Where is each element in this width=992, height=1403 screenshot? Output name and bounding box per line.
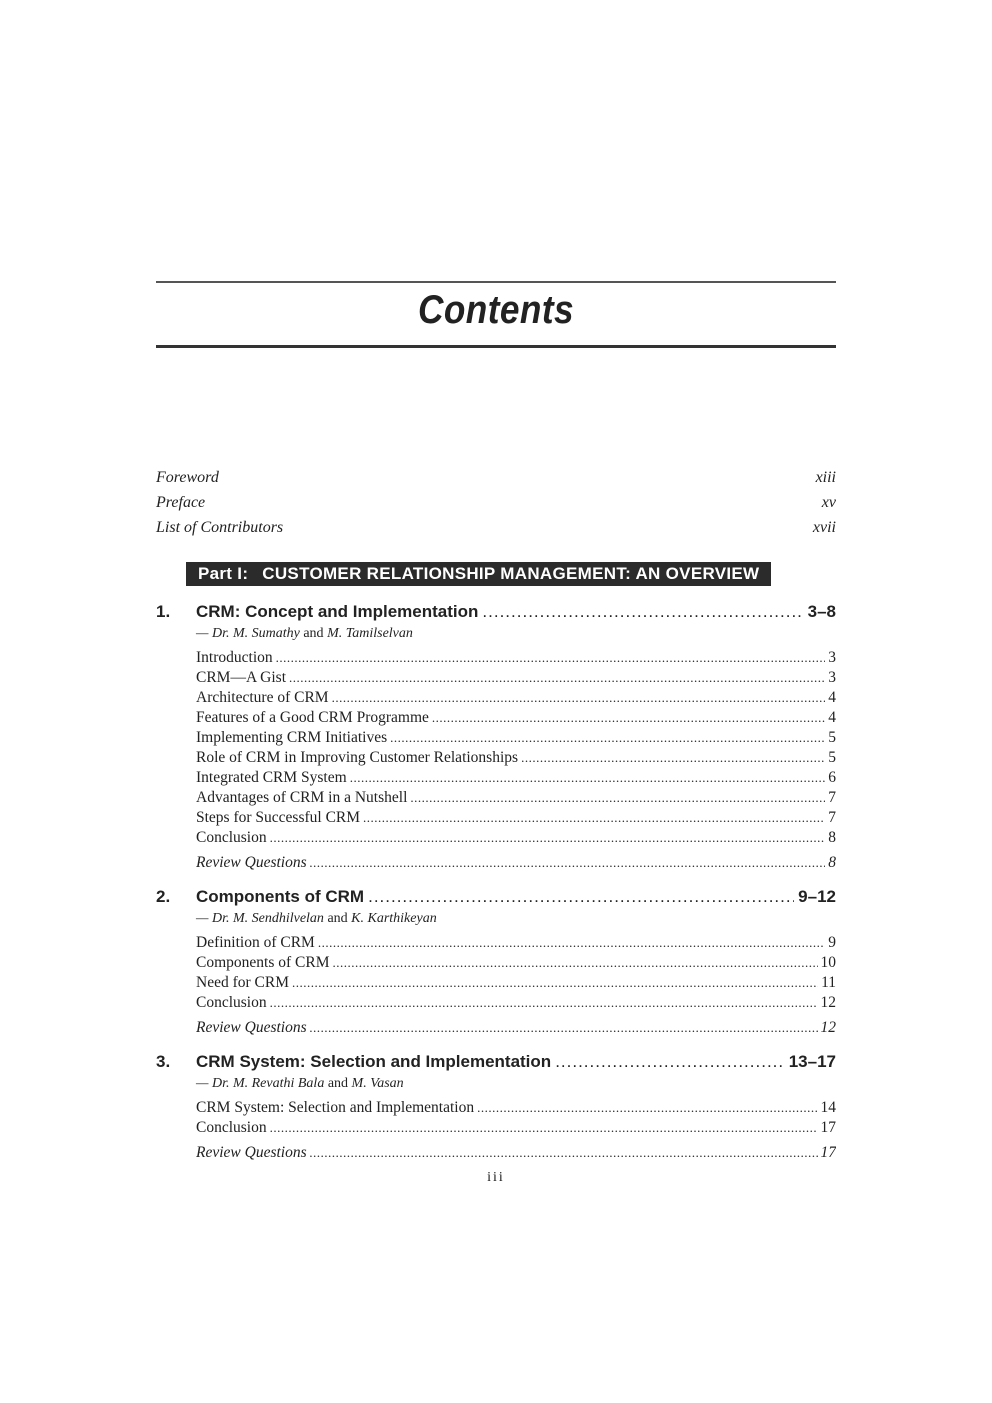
leader-dots: [310, 854, 826, 872]
toc-entry[interactable]: [196, 729, 836, 747]
front-matter-label: List of Contributors: [156, 519, 284, 536]
chapter-2-heading[interactable]: [196, 887, 836, 907]
chapter-number: 3.: [156, 1052, 171, 1071]
toc-entry[interactable]: [196, 829, 836, 847]
leader-dots: [270, 1119, 818, 1137]
chapter-pages: 9–12: [798, 887, 836, 906]
author-2: M. Tamilselvan: [327, 626, 413, 641]
entry-page: 4: [828, 709, 836, 726]
page-title: Contents: [417, 288, 575, 332]
entry-page: 17: [820, 1119, 836, 1136]
leader-dots: [332, 689, 826, 707]
leader-dots: [521, 749, 825, 767]
entry-label: Conclusion: [196, 829, 267, 846]
review-questions-entry[interactable]: [196, 854, 836, 872]
front-matter-label: Preface: [156, 494, 206, 511]
toc-entry[interactable]: [196, 809, 836, 827]
entry-page: 12: [820, 1019, 836, 1036]
front-matter-page: xiii: [815, 469, 836, 486]
toc-entry[interactable]: [196, 689, 836, 707]
entry-page: 8: [828, 829, 836, 846]
author-1: Dr. M. Revathi Bala: [211, 1076, 325, 1091]
chapter-number: 2.: [156, 887, 171, 906]
leader-dots: [310, 1019, 818, 1037]
front-matter-foreword[interactable]: [156, 469, 836, 487]
author-and: and: [323, 911, 352, 926]
author-2: M. Vasan: [351, 1076, 404, 1091]
entry-page: 4: [828, 689, 836, 706]
leader-dots: [310, 1144, 818, 1162]
leader-dots: [432, 709, 825, 727]
page-folio: iii: [487, 1170, 505, 1185]
front-matter-page: xvii: [812, 519, 836, 536]
chapter-pages: 3–8: [807, 602, 836, 621]
entry-page: 10: [820, 954, 836, 971]
chapter-title: CRM System: Selection and Implementation: [196, 1052, 552, 1071]
author-prefix: —: [196, 626, 212, 641]
chapter-3-heading[interactable]: [196, 1052, 836, 1072]
author-and: and: [299, 626, 328, 641]
chapter-pages: 13–17: [788, 1052, 836, 1071]
leader-dots: [555, 1052, 785, 1072]
toc-entry[interactable]: [196, 954, 836, 972]
bottom-rule: [156, 345, 836, 348]
leader-dots: [368, 887, 794, 907]
entry-page: 11: [821, 974, 836, 991]
toc-entry[interactable]: [196, 649, 836, 667]
entry-label: Features of a Good CRM Programme: [196, 709, 429, 726]
leader-dots: [270, 994, 818, 1012]
entry-label: Review Questions: [196, 854, 307, 871]
review-questions-entry[interactable]: [196, 1019, 836, 1037]
entry-label: CRM—A Gist: [196, 669, 287, 686]
entry-label: CRM System: Selection and Implementation: [196, 1099, 475, 1116]
leader-dots: [477, 1099, 817, 1117]
chapter-title: Components of CRM: [196, 887, 365, 906]
leader-dots: [363, 809, 825, 827]
toc-entry[interactable]: [196, 749, 836, 767]
entry-label: Review Questions: [196, 1019, 307, 1036]
leader-dots: [390, 729, 825, 747]
top-rule: [156, 281, 836, 283]
entry-page: 6: [828, 769, 836, 786]
leader-dots: [318, 934, 825, 952]
entry-label: Integrated CRM System: [196, 769, 347, 786]
author-prefix: —: [196, 911, 212, 926]
entry-page: 17: [820, 1144, 836, 1161]
leader-dots: [292, 974, 818, 992]
author-2: K. Karthikeyan: [351, 911, 437, 926]
review-questions-entry[interactable]: [196, 1144, 836, 1162]
entry-label: Steps for Successful CRM: [196, 809, 361, 826]
leader-dots: [482, 602, 803, 622]
entry-label: Components of CRM: [196, 954, 330, 971]
leader-dots: [350, 769, 826, 787]
entry-page: 9: [828, 934, 836, 951]
entry-page: 14: [820, 1099, 836, 1116]
toc-entry[interactable]: [196, 669, 836, 687]
author-1: Dr. M. Sumathy: [211, 626, 300, 641]
entry-page: 5: [828, 729, 836, 746]
front-matter-label: Foreword: [156, 469, 219, 486]
author-and: and: [324, 1076, 352, 1091]
entry-label: Need for CRM: [196, 974, 289, 991]
entry-page: 3: [828, 649, 836, 666]
leader-dots: [270, 829, 826, 847]
toc-entry[interactable]: [196, 709, 836, 727]
leader-dots: [410, 789, 825, 807]
chapter-number: 1.: [156, 602, 171, 621]
entry-page: 3: [828, 669, 836, 686]
entry-page: 5: [828, 749, 836, 766]
toc-entry[interactable]: [196, 934, 836, 952]
toc-entry[interactable]: [196, 789, 836, 807]
toc-entry[interactable]: [196, 1099, 836, 1117]
leader-dots: [332, 954, 817, 972]
entry-page: 12: [820, 994, 836, 1011]
front-matter-contributors[interactable]: [156, 519, 836, 537]
toc-entry[interactable]: [196, 769, 836, 787]
chapter-title: CRM: Concept and Implementation: [196, 602, 479, 621]
entry-label: Review Questions: [196, 1144, 307, 1161]
entry-page: 7: [828, 809, 836, 826]
chapter-authors: [196, 626, 413, 642]
entry-label: Introduction: [196, 649, 273, 666]
entry-label: Role of CRM in Improving Customer Relationships: [196, 749, 519, 766]
entry-page: 8: [828, 854, 836, 871]
chapter-authors: [196, 911, 437, 927]
chapter-authors: [196, 1076, 404, 1092]
front-matter-page: xv: [821, 494, 836, 511]
toc-entry[interactable]: [196, 1119, 836, 1137]
toc-entry[interactable]: [196, 974, 836, 992]
entry-label: Implementing CRM Initiatives: [196, 729, 388, 746]
leader-dots: [276, 649, 826, 667]
leader-dots: [289, 669, 825, 687]
toc-entry[interactable]: [196, 994, 836, 1012]
entry-label: Definition of CRM: [196, 934, 315, 951]
front-matter-preface[interactable]: [156, 494, 836, 512]
entry-label: Conclusion: [196, 994, 267, 1011]
part-heading: [186, 562, 771, 586]
author-1: Dr. M. Sendhilvelan: [211, 911, 324, 926]
chapter-1-heading[interactable]: [196, 602, 836, 622]
entry-label: Architecture of CRM: [196, 689, 329, 706]
entry-label: Conclusion: [196, 1119, 267, 1136]
entry-label: Advantages of CRM in a Nutshell: [196, 789, 408, 806]
author-prefix: —: [196, 1076, 212, 1091]
part-title: CUSTOMER RELATIONSHIP MANAGEMENT: AN OVERVIEW: [262, 564, 760, 583]
part-number: Part I:: [198, 564, 249, 583]
entry-page: 7: [828, 789, 836, 806]
